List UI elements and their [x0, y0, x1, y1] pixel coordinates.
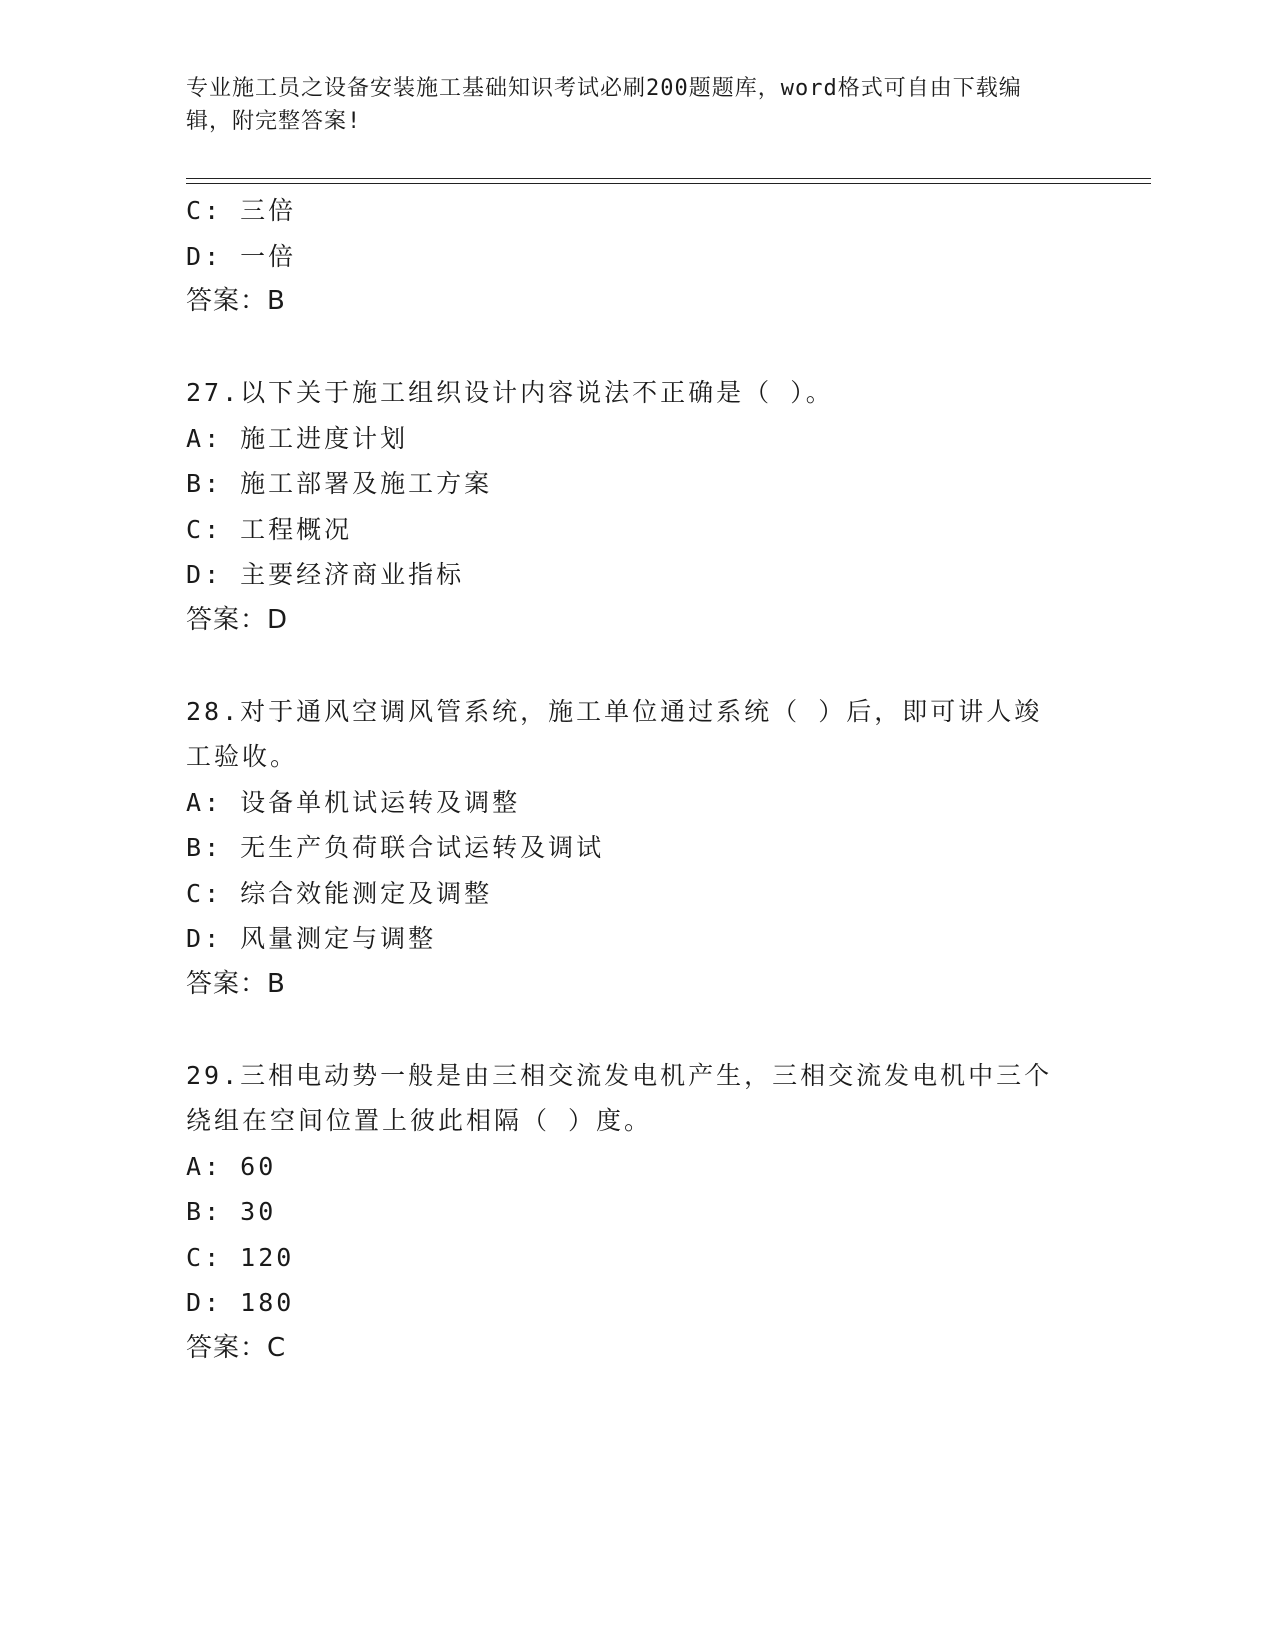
- option-line: D: 主要经济商业指标: [186, 560, 465, 589]
- question-stem: 29.三相电动势一般是由三相交流发电机产生，三相交流发电机中三个绕组在空间位置上彼此相隔（ ）度。: [186, 1060, 1053, 1135]
- header-rule-top: [186, 178, 1151, 179]
- option-line: D: 180: [186, 1288, 295, 1317]
- option-line: A: 设备单机试运转及调整: [186, 787, 521, 817]
- question-stem: 27.以下关于施工组织设计内容说法不正确是（ ）。: [186, 378, 834, 407]
- option-line: C: 工程概况: [186, 514, 353, 544]
- header-rule-bottom: [186, 183, 1151, 184]
- option-line: B: 30: [186, 1197, 277, 1226]
- option-line: D: 风量测定与调整: [186, 924, 437, 953]
- question-block: [186, 370, 1066, 643]
- question-block: [186, 1053, 1066, 1372]
- partial-question: [186, 188, 1066, 325]
- option-line: A: 60: [186, 1151, 277, 1181]
- answer-line: 答案：B: [186, 968, 286, 999]
- question-stem: 28.对于通风空调风管系统，施工单位通过系统（ ）后，即可讲人竣工验收。: [186, 696, 1043, 771]
- option-line: D: 一倍: [186, 241, 297, 271]
- option-line: B: 无生产负荷联合试运转及调试: [186, 833, 605, 862]
- option-line: A: 施工进度计划: [186, 423, 409, 453]
- option-line: C: 三倍: [186, 196, 297, 225]
- answer-line: 答案：B: [186, 286, 286, 316]
- option-line: C: 综合效能测定及调整: [186, 878, 493, 908]
- question-block: [186, 689, 1066, 1008]
- document-header: 专业施工员之设备安装施工基础知识考试必刷200题题库，word格式可自由下载编辑，附完整答案!: [186, 76, 1022, 134]
- question-content: [186, 188, 1066, 1371]
- answer-line: 答案：D: [186, 604, 289, 635]
- answer-line: 答案：C: [186, 1332, 287, 1363]
- option-line: C: 120: [186, 1242, 295, 1272]
- option-line: B: 施工部署及施工方案: [186, 469, 493, 498]
